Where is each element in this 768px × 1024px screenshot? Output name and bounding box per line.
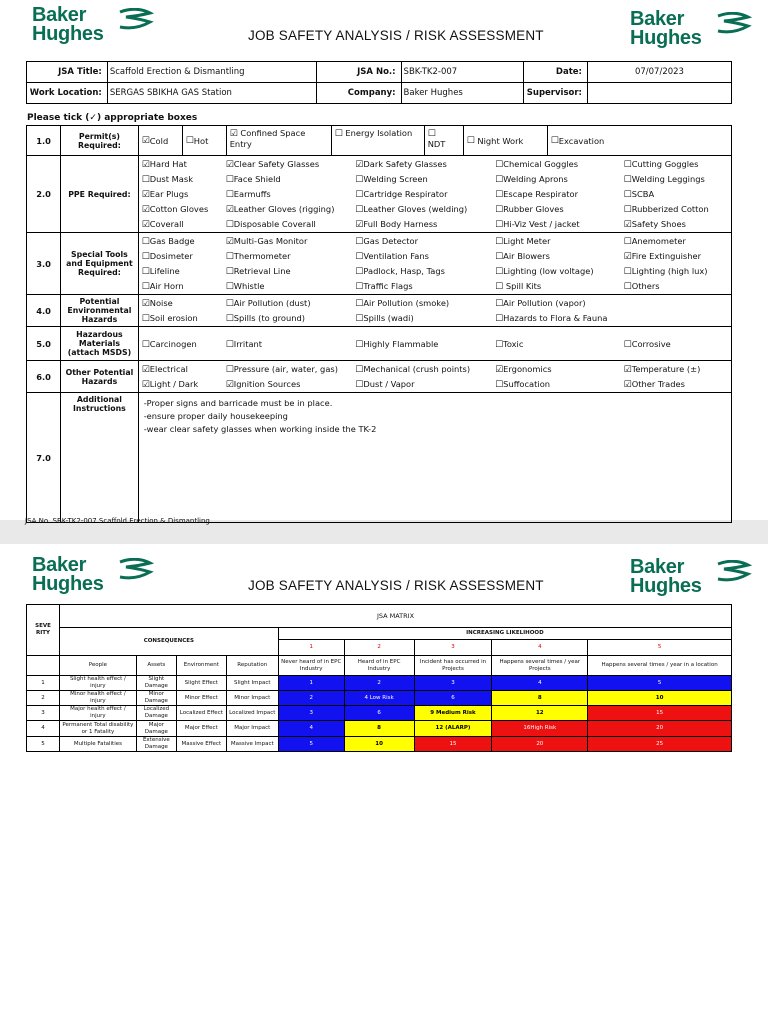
severity-num: 5 bbox=[27, 737, 60, 752]
ppe-leather-gloves-rigging[interactable]: ☑Leather Gloves (rigging) bbox=[225, 204, 335, 215]
ppe-cartridge-respirator[interactable]: ☐Cartridge Respirator bbox=[355, 189, 448, 200]
severity-num: 1 bbox=[27, 676, 60, 691]
permit-cold[interactable]: ☑ Cold bbox=[139, 126, 183, 155]
permit-confined-space[interactable]: ☑ Confined Space Entry bbox=[227, 126, 332, 155]
ppe-disposable-coverall[interactable]: ☐Disposable Coverall bbox=[225, 219, 316, 230]
consequences-header: CONSEQUENCES bbox=[59, 628, 278, 656]
logo-word-2: Hughes bbox=[32, 573, 104, 595]
tool-retrieval-line[interactable]: ☐Retrieval Line bbox=[225, 266, 291, 277]
tool-others[interactable]: ☐Others bbox=[623, 281, 660, 292]
cons-header-assets: Assets bbox=[136, 656, 176, 676]
env-column-3 bbox=[353, 295, 493, 327]
baker-hughes-logo-right bbox=[630, 558, 768, 604]
cons-people: Slight health effect / injury bbox=[59, 676, 136, 691]
company-label: Company: bbox=[316, 83, 401, 104]
section-2-number: 2.0 bbox=[27, 156, 61, 233]
cons-reputation: Slight Impact bbox=[226, 676, 278, 691]
hazmat-corrosive[interactable]: ☐Corrosive bbox=[622, 327, 732, 361]
cons-environment: Localized Effect bbox=[176, 706, 226, 721]
tool-fire-extinguisher[interactable]: ☑Fire Extinguisher bbox=[623, 251, 702, 262]
instruction-line: -wear clear safety glasses when working inside the TK-2 bbox=[143, 424, 377, 434]
permit-label: NDT bbox=[427, 139, 446, 149]
likelihood-desc: Happens several times / year in a location bbox=[588, 656, 732, 676]
ppe-clear-safety-glasses[interactable]: ☑Clear Safety Glasses bbox=[225, 159, 320, 170]
logo-word-2: Hughes bbox=[32, 23, 104, 45]
env-noise[interactable]: ☑Noise bbox=[141, 298, 173, 309]
ppe-escape-respirator[interactable]: ☐Escape Respirator bbox=[495, 189, 579, 200]
risk-cell: 5 bbox=[278, 737, 344, 752]
permit-label: Cold bbox=[149, 135, 169, 146]
ppe-column-4 bbox=[493, 156, 622, 233]
permit-label: Energy Isolation bbox=[345, 128, 413, 138]
supervisor-value bbox=[587, 83, 731, 104]
logo-word-2: Hughes bbox=[630, 575, 702, 597]
section-3-label: Special Tools and Equipment Required: bbox=[61, 233, 139, 295]
permit-energy-isolation[interactable]: ☐ Energy Isolation bbox=[332, 126, 425, 155]
jsa-title-value: Scaffold Erection & Dismantling bbox=[107, 62, 316, 83]
document-title: JOB SAFETY ANALYSIS / RISK ASSESSMENT bbox=[248, 28, 544, 43]
likelihood-num: 3 bbox=[414, 640, 492, 656]
risk-cell: 15 bbox=[588, 706, 732, 721]
baker-hughes-logo bbox=[32, 556, 172, 602]
supervisor-label: Supervisor: bbox=[524, 83, 588, 104]
cons-assets: Localized Damage bbox=[136, 706, 176, 721]
other-columns-1-2 bbox=[138, 361, 353, 393]
tool-gas-badge[interactable]: ☐Gas Badge bbox=[141, 236, 195, 247]
cons-reputation: Minor Impact bbox=[226, 691, 278, 706]
logo-word-1: Baker bbox=[32, 554, 87, 576]
instructions-cell[interactable] bbox=[138, 393, 731, 523]
risk-cell: 4 Low Risk bbox=[344, 691, 414, 706]
tool-air-horn[interactable]: ☐Air Horn bbox=[141, 281, 184, 292]
likelihood-desc: Heard of in EPC Industry bbox=[344, 656, 414, 676]
tool-air-blowers[interactable]: ☐Air Blowers bbox=[495, 251, 550, 262]
other-dust-vapor[interactable]: ☐Dust / Vapor bbox=[355, 379, 415, 390]
baker-hughes-logo bbox=[32, 6, 172, 52]
cons-reputation: Localized Impact bbox=[226, 706, 278, 721]
cons-environment: Minor Effect bbox=[176, 691, 226, 706]
instruction-line: -ensure proper daily housekeeping bbox=[143, 411, 288, 421]
cons-assets: Major Damage bbox=[136, 721, 176, 737]
other-column-4 bbox=[493, 361, 622, 393]
risk-cell: 20 bbox=[492, 737, 588, 752]
ppe-welding-aprons[interactable]: ☐Welding Aprons bbox=[495, 174, 568, 185]
section-1-label: Permit(s) Required: bbox=[61, 126, 139, 156]
ppe-column-1 bbox=[138, 156, 353, 233]
matrix-title: JSA MATRIX bbox=[59, 605, 731, 628]
jsa-risk-matrix bbox=[26, 604, 732, 752]
section-5-number: 5.0 bbox=[27, 327, 61, 361]
cons-assets: Slight Damage bbox=[136, 676, 176, 691]
likelihood-header: INCREASING LIKELIHOOD bbox=[278, 628, 731, 640]
date-value: 07/07/2023 bbox=[587, 62, 731, 83]
tool-spill-kits[interactable]: ☐ Spill Kits bbox=[495, 281, 542, 292]
risk-cell: 3 bbox=[278, 706, 344, 721]
cons-people: Multiple Fatalities bbox=[59, 737, 136, 752]
risk-cell: 6 bbox=[414, 691, 492, 706]
tool-padlock-hasp-tags[interactable]: ☐Padlock, Hasp, Tags bbox=[355, 266, 445, 277]
other-suffocation[interactable]: ☐Suffocation bbox=[495, 379, 551, 390]
risk-cell: 16High Risk bbox=[492, 721, 588, 737]
section-6-number: 6.0 bbox=[27, 361, 61, 393]
ppe-rubberized-cotton[interactable]: ☐Rubberized Cotton bbox=[623, 204, 709, 215]
jsa-page-2 bbox=[0, 544, 768, 1024]
tool-gas-detector[interactable]: ☐Gas Detector bbox=[355, 236, 419, 247]
risk-cell: 20 bbox=[588, 721, 732, 737]
env-columns-1-2 bbox=[138, 295, 353, 327]
permit-label: Excavation bbox=[558, 135, 605, 146]
ppe-welding-leggings[interactable]: ☐Welding Leggings bbox=[623, 174, 705, 185]
severity-header: SEVE RITY bbox=[27, 605, 60, 656]
tick-instruction: Please tick (✓) appropriate boxes bbox=[27, 113, 198, 123]
section-6-label: Other Potential Hazards bbox=[61, 361, 139, 393]
jsa-header-table bbox=[26, 61, 732, 104]
ppe-earmuffs[interactable]: ☐Earmuffs bbox=[225, 189, 271, 200]
tools-column-3 bbox=[353, 233, 493, 295]
document-title: JOB SAFETY ANALYSIS / RISK ASSESSMENT bbox=[248, 578, 544, 593]
cons-reputation: Massive Impact bbox=[226, 737, 278, 752]
cons-assets: Minor Damage bbox=[136, 691, 176, 706]
other-electrical[interactable]: ☑Electrical bbox=[141, 364, 188, 375]
hazmat-irritant[interactable]: ☐Irritant bbox=[225, 338, 263, 350]
tool-multi-gas-monitor[interactable]: ☑Multi-Gas Monitor bbox=[225, 236, 308, 247]
severity-num: 2 bbox=[27, 691, 60, 706]
tool-dosimeter[interactable]: ☐Dosimeter bbox=[141, 251, 193, 262]
ppe-column-3 bbox=[353, 156, 493, 233]
section-7-number: 7.0 bbox=[27, 393, 61, 523]
work-location-value: SERGAS SBIKHA GAS Station bbox=[107, 83, 316, 104]
jsa-main-table bbox=[26, 125, 732, 523]
risk-cell: 1 bbox=[278, 676, 344, 691]
permit-hot[interactable]: ☐ Hot bbox=[183, 126, 227, 155]
cons-reputation: Major Impact bbox=[226, 721, 278, 737]
section-2-label: PPE Required: bbox=[61, 156, 139, 233]
ppe-hi-viz-vest[interactable]: ☐Hi-Viz Vest / jacket bbox=[495, 219, 580, 230]
ppe-column-5 bbox=[622, 156, 732, 233]
tools-column-5 bbox=[622, 233, 732, 295]
env-air-pollution-dust[interactable]: ☐Air Pollution (dust) bbox=[225, 298, 311, 309]
risk-cell: 8 bbox=[344, 721, 414, 737]
likelihood-num: 5 bbox=[588, 640, 732, 656]
risk-cell: 10 bbox=[588, 691, 732, 706]
ppe-rubber-gloves[interactable]: ☐Rubber Gloves bbox=[495, 204, 564, 215]
cons-environment: Major Effect bbox=[176, 721, 226, 737]
tool-thermometer[interactable]: ☐Thermometer bbox=[225, 251, 291, 262]
other-ergonomics[interactable]: ☑Ergonomics bbox=[495, 364, 552, 375]
permit-excavation[interactable]: ☐ Excavation bbox=[550, 135, 605, 146]
logo-word-1: Baker bbox=[32, 4, 87, 26]
risk-cell: 6 bbox=[344, 706, 414, 721]
cons-assets: Extensive Damage bbox=[136, 737, 176, 752]
permit-label: Confined Space Entry bbox=[229, 128, 306, 149]
risk-cell: 2 bbox=[278, 691, 344, 706]
section-1-number: 1.0 bbox=[27, 126, 61, 156]
env-hazards-flora-fauna[interactable]: ☐Hazards to Flora & Fauna bbox=[495, 313, 608, 324]
ppe-dark-safety-glasses[interactable]: ☑Dark Safety Glasses bbox=[355, 159, 447, 170]
permit-ndt[interactable]: ☐ NDT bbox=[425, 126, 464, 155]
cons-header-environment: Environment bbox=[176, 656, 226, 676]
tool-whistle[interactable]: ☐Whistle bbox=[225, 281, 265, 292]
other-other-trades[interactable]: ☑Other Trades bbox=[623, 379, 685, 390]
ppe-welding-screen[interactable]: ☐Welding Screen bbox=[355, 174, 428, 185]
ppe-cutting-goggles[interactable]: ☐Cutting Goggles bbox=[623, 159, 699, 170]
cons-people: Permanent Total disability or 1 Fatality bbox=[59, 721, 136, 737]
env-column-4 bbox=[493, 295, 731, 327]
other-column-3 bbox=[353, 361, 493, 393]
likelihood-num: 4 bbox=[492, 640, 588, 656]
risk-cell: 25 bbox=[588, 737, 732, 752]
risk-cell: 4 bbox=[492, 676, 588, 691]
env-spills-ground[interactable]: ☐Spills (to ground) bbox=[225, 313, 305, 324]
risk-cell: 12 bbox=[492, 706, 588, 721]
tool-ventilation-fans[interactable]: ☐Ventilation Fans bbox=[355, 251, 429, 262]
other-temperature[interactable]: ☑Temperature (±) bbox=[623, 364, 701, 375]
hazmat-columns-1-2 bbox=[138, 327, 353, 361]
logo-swoosh-icon bbox=[118, 558, 154, 582]
risk-cell: 5 bbox=[588, 676, 732, 691]
tool-traffic-flags[interactable]: ☐Traffic Flags bbox=[355, 281, 413, 292]
jsa-no-value: SBK-TK2-007 bbox=[401, 62, 524, 83]
other-light-dark[interactable]: ☑Light / Dark bbox=[141, 379, 199, 390]
permit-night-work[interactable]: ☐ Night Work bbox=[464, 126, 548, 155]
date-label: Date: bbox=[524, 62, 588, 83]
risk-cell: 2 bbox=[344, 676, 414, 691]
other-ignition-sources[interactable]: ☑Ignition Sources bbox=[225, 379, 301, 390]
risk-cell: 15 bbox=[414, 737, 492, 752]
likelihood-num: 1 bbox=[278, 640, 344, 656]
logo-swoosh-icon bbox=[716, 560, 752, 584]
ppe-leather-gloves-welding[interactable]: ☐Leather Gloves (welding) bbox=[355, 204, 468, 215]
severity-num: 3 bbox=[27, 706, 60, 721]
permit-label: Night Work bbox=[477, 135, 524, 146]
tool-light-meter[interactable]: ☐Light Meter bbox=[495, 236, 551, 247]
cons-people: Minor health effect / injury bbox=[59, 691, 136, 706]
company-value: Baker Hughes bbox=[401, 83, 524, 104]
ppe-hard-hat[interactable]: ☑Hard Hat bbox=[141, 159, 187, 170]
tool-anemometer[interactable]: ☐Anemometer bbox=[623, 236, 686, 247]
other-pressure[interactable]: ☐Pressure (air, water, gas) bbox=[225, 364, 338, 375]
likelihood-desc: Incident has occurred in Projects bbox=[414, 656, 492, 676]
logo-swoosh-icon bbox=[118, 8, 154, 32]
ppe-full-body-harness[interactable]: ☑Full Body Harness bbox=[355, 219, 438, 230]
ppe-chemical-goggles[interactable]: ☐Chemical Goggles bbox=[495, 159, 579, 170]
ppe-scba[interactable]: ☐SCBA bbox=[623, 189, 655, 200]
risk-cell: 3 bbox=[414, 676, 492, 691]
logo-swoosh-icon bbox=[716, 12, 752, 36]
severity-blank bbox=[27, 656, 60, 676]
hazmat-carcinogen[interactable]: ☐Carcinogen bbox=[141, 338, 197, 350]
risk-cell: 10 bbox=[344, 737, 414, 752]
page-footnote: JSA No. SBK-TK2-007 Scaffold Erection & Dismantling bbox=[25, 517, 210, 525]
tools-columns-1-2 bbox=[138, 233, 353, 295]
jsa-no-label: JSA No.: bbox=[316, 62, 401, 83]
section-4-label: Potential Environmental Hazards bbox=[61, 295, 139, 327]
logo-word-1: Baker bbox=[630, 8, 685, 30]
risk-cell: 8 bbox=[492, 691, 588, 706]
risk-cell: 4 bbox=[278, 721, 344, 737]
work-location-label: Work Location: bbox=[27, 83, 108, 104]
permit-label: Hot bbox=[193, 135, 209, 146]
section-3-number: 3.0 bbox=[27, 233, 61, 295]
severity-num: 4 bbox=[27, 721, 60, 737]
tool-lighting-high-lux[interactable]: ☐Lighting (high lux) bbox=[623, 266, 708, 277]
cons-header-people: People bbox=[59, 656, 136, 676]
section-5-label: Hazardous Materials (attach MSDS) bbox=[61, 327, 139, 361]
tool-lighting-low-voltage[interactable]: ☐Lighting (low voltage) bbox=[495, 266, 594, 277]
risk-cell: 12 (ALARP) bbox=[414, 721, 492, 737]
ppe-dust-mask[interactable]: ☐Dust Mask bbox=[141, 174, 193, 185]
likelihood-desc: Never heard of in EPC Industry bbox=[278, 656, 344, 676]
permits-cell bbox=[138, 126, 731, 156]
other-mechanical[interactable]: ☐Mechanical (crush points) bbox=[355, 364, 471, 375]
env-spills-wadi[interactable]: ☐Spills (wadi) bbox=[355, 313, 414, 324]
logo-word-2: Hughes bbox=[630, 27, 702, 49]
section-4-number: 4.0 bbox=[27, 295, 61, 327]
env-air-pollution-vapor[interactable]: ☐Air Pollution (vapor) bbox=[495, 298, 586, 309]
env-air-pollution-smoke[interactable]: ☐Air Pollution (smoke) bbox=[355, 298, 450, 309]
ppe-ear-plugs[interactable]: ☑Ear Plugs bbox=[141, 189, 189, 200]
cons-header-reputation: Reputation bbox=[226, 656, 278, 676]
cons-environment: Slight Effect bbox=[176, 676, 226, 691]
likelihood-desc: Happens several times / year Projects bbox=[492, 656, 588, 676]
env-soil-erosion[interactable]: ☐Soil erosion bbox=[141, 313, 198, 324]
logo-word-1: Baker bbox=[630, 556, 685, 578]
ppe-cotton-gloves[interactable]: ☑Cotton Gloves bbox=[141, 204, 209, 215]
tool-lifeline[interactable]: ☐Lifeline bbox=[141, 266, 180, 277]
hazmat-highly-flammable[interactable]: ☐Highly Flammable bbox=[353, 327, 493, 361]
ppe-face-shield[interactable]: ☐Face Shield bbox=[225, 174, 281, 185]
baker-hughes-logo-right bbox=[630, 10, 768, 56]
jsa-title-label: JSA Title: bbox=[27, 62, 108, 83]
ppe-coverall[interactable]: ☑Coverall bbox=[141, 219, 184, 230]
ppe-safety-shoes[interactable]: ☑Safety Shoes bbox=[623, 219, 686, 230]
risk-cell: 9 Medium Risk bbox=[414, 706, 492, 721]
hazmat-toxic[interactable]: ☐Toxic bbox=[493, 327, 622, 361]
section-7-label: Additional Instructions bbox=[61, 393, 139, 523]
tools-column-4 bbox=[493, 233, 622, 295]
instruction-line: -Proper signs and barricade must be in place. bbox=[143, 398, 333, 408]
cons-environment: Massive Effect bbox=[176, 737, 226, 752]
other-column-5 bbox=[622, 361, 732, 393]
likelihood-num: 2 bbox=[344, 640, 414, 656]
cons-people: Major health effect / injury bbox=[59, 706, 136, 721]
